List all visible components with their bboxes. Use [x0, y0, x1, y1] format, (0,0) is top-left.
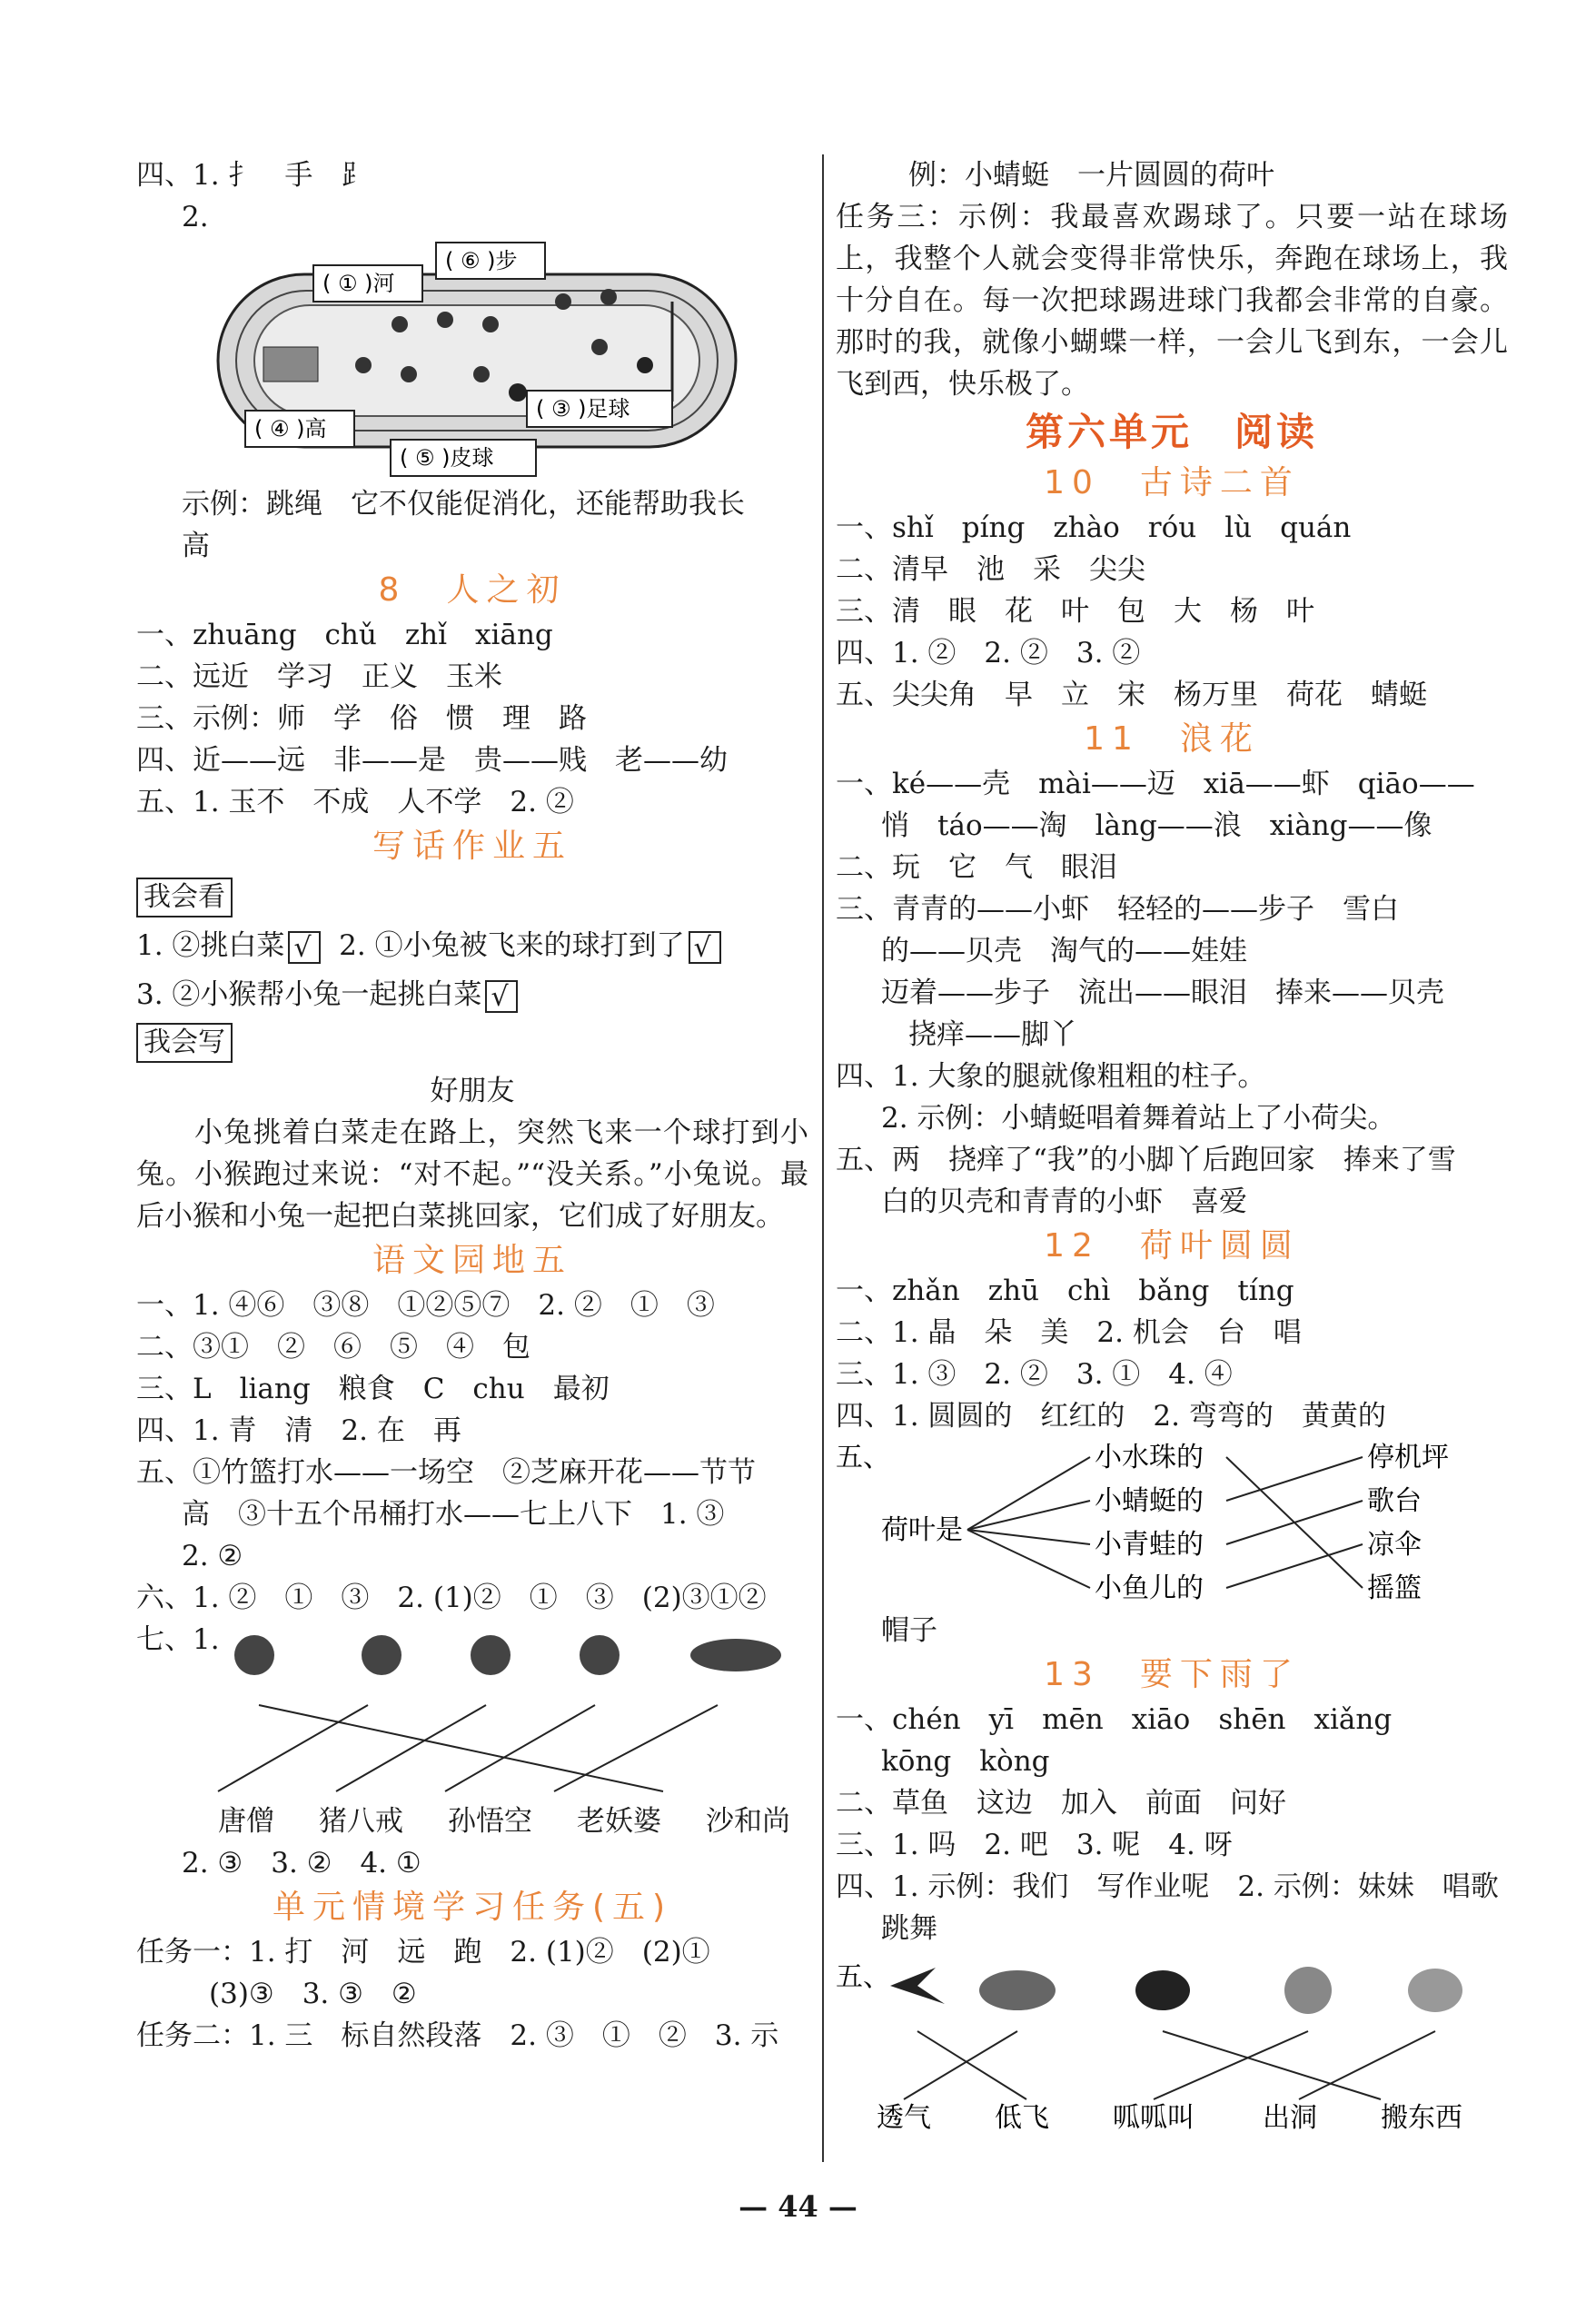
- l12-line: 四、1. 圆圆的 红红的 2. 弯弯的 黄黄的: [836, 1400, 1386, 1433]
- snail-icon: [1408, 1969, 1462, 2012]
- match-line: [1226, 1501, 1363, 1544]
- child-icon: [355, 357, 372, 373]
- l8-line: 四、近——远 非——是 贵——贱 老——幼: [136, 744, 728, 777]
- l13-5-label: 五、: [836, 1961, 890, 1993]
- label-step: ( ⑥ )步: [445, 248, 518, 273]
- animal-label-2: 低飞: [995, 2102, 1049, 2131]
- look-line-1: [136, 925, 808, 967]
- football-icon: [637, 357, 653, 373]
- l8-line: 五、1. 玉不 不成 人不学 2. ②: [136, 786, 574, 818]
- example-line-2: 高: [182, 530, 210, 562]
- name-zhubajie: 猪八戒: [319, 1805, 403, 1838]
- example-line-1: 示例：跳绳 它不仅能促消化，还能帮助我长: [182, 488, 745, 521]
- l11-5b: 白的贝壳和青青的小虾 喜爱: [881, 1185, 1247, 1218]
- swallow-icon: [890, 1968, 945, 2004]
- lesson-11-title: 11 浪花: [1084, 720, 1260, 758]
- g5-seven: 七、1.: [136, 1623, 220, 1656]
- lotus-svg: [836, 1437, 1508, 1610]
- l11-2: 二、玩 它 气 眼泪: [836, 851, 1117, 884]
- page-number-value: 44: [778, 2189, 818, 2224]
- answer-s4-q1: 四、1. 扌 手 ⻊: [136, 159, 370, 192]
- example-top: 例：小蜻蜓 一片圆圆的荷叶: [908, 159, 1274, 192]
- label-river: ( ① )河: [322, 271, 395, 296]
- name-shaheshang: 沙和尚: [706, 1805, 790, 1838]
- ball-icon: [509, 383, 527, 402]
- lotus-right-2: 歌台: [1367, 1485, 1422, 1517]
- look-line-2: [136, 974, 808, 1016]
- match-line: [218, 1705, 368, 1791]
- l11-5a: 五、两 挠痒了“我”的小脚丫后跑回家 捧来了雪: [836, 1144, 1456, 1176]
- lotus-left-1: 小水珠的: [1095, 1442, 1204, 1473]
- lesson-12-title: 12 荷叶圆圆: [1044, 1227, 1300, 1265]
- l13-4b: 跳舞: [881, 1912, 937, 1945]
- sports-track-illustration: [136, 238, 808, 483]
- l8-line: 三、示例：师 学 俗 惯 理 路: [136, 702, 587, 735]
- look-2: 3. ②小猴帮小兔一起挑白菜: [136, 978, 482, 1011]
- journey-svg: [136, 1619, 808, 1800]
- lotus-left-4: 小鱼儿的: [1095, 1572, 1204, 1604]
- rider-figure-icon: [362, 1635, 401, 1675]
- match-line: [1226, 1457, 1363, 1501]
- l11-4b: 2. 示例：小蜻蜓唱着舞着站上了小荷尖。: [881, 1102, 1396, 1135]
- check-icon: [689, 931, 721, 964]
- l8-line: 二、远近 学习 正义 玉米: [136, 660, 502, 693]
- journey-names: [136, 1800, 808, 1842]
- sandpit-icon: [263, 347, 318, 382]
- animal-label-1: 透气: [877, 2102, 931, 2131]
- monkey-figure-icon: [580, 1635, 620, 1675]
- l10-line: 三、清 眼 花 叶 包 大 杨 叶: [836, 595, 1314, 628]
- lotus-root: 荷叶是: [881, 1514, 963, 1546]
- ant-icon: [1135, 1970, 1190, 2010]
- g5-seven-tail: 2. ③ 3. ② 4. ①: [182, 1847, 421, 1880]
- unit-6-title: 第六单元 阅读: [1025, 410, 1318, 454]
- essay-title: 好朋友: [430, 1075, 515, 1107]
- l11-3a: 三、青青的——小虾 轻轻的——步子 雪白: [836, 893, 1399, 926]
- l11-1b: 悄 táo——淘 làng——浪 xiàng——像: [881, 809, 1432, 842]
- match-line: [554, 1705, 718, 1791]
- l10-line: 二、清早 池 采 尖尖: [836, 553, 1145, 586]
- match-line: [445, 1705, 595, 1791]
- animal-label-4: 出洞: [1263, 2102, 1317, 2131]
- l12-line: 二、1. 晶 朵 美 2. 机会 台 唱: [836, 1316, 1302, 1349]
- label-ball: ( ⑤ )皮球: [400, 445, 494, 471]
- l11-3c: 迈着——步子 流出——眼泪 捧来——贝壳: [881, 977, 1444, 1009]
- fan-line: [967, 1530, 1090, 1544]
- runner-icon: [555, 293, 571, 310]
- l13-2: 二、草鱼 这边 加入 前面 问好: [836, 1787, 1286, 1820]
- g5-cont-1: 高 ③十五个吊桶打水——七上八下 1. ③: [182, 1498, 725, 1531]
- g5-line: 四、1. 青 清 2. 在 再: [136, 1414, 461, 1447]
- child-icon: [482, 316, 499, 332]
- animal-label-3: 呱呱叫: [1113, 2102, 1195, 2131]
- pig-figure-icon: [471, 1635, 511, 1675]
- lesson-13-title: 13 要下雨了: [1044, 1656, 1300, 1693]
- child-icon: [401, 366, 417, 382]
- name-sunwukong: 孙悟空: [448, 1805, 532, 1838]
- lotus-right-1: 停机坪: [1367, 1442, 1449, 1473]
- l12-line: 一、zhǎn zhū chì bǎng tíng: [836, 1275, 1294, 1307]
- runner-icon: [600, 289, 617, 305]
- fan-line: [967, 1501, 1090, 1530]
- g5-line: 五、①竹篮打水——一场空 ②芝麻开花——节节: [136, 1456, 756, 1489]
- essay-text: 小兔挑着白菜走在路上，突然飞来一个球打到小兔。小猴跑过来说：“对不起。”“没关系。”小兔说。最后小猴和小兔一起把白菜挑回家，它们成了好朋友。: [136, 1116, 808, 1233]
- child-icon: [473, 366, 490, 382]
- writing-5-title: 写话作业五: [372, 828, 572, 865]
- check-icon: [288, 931, 321, 964]
- l10-line: 四、1. ② 2. ② 3. ②: [836, 637, 1141, 669]
- l13-1a: 一、chén yī mēn xiāo shēn xiǎng: [836, 1703, 1393, 1736]
- match-line: [259, 1705, 663, 1791]
- l11-4a: 四、1. 大象的腿就像粗粗的柱子。: [836, 1060, 1266, 1093]
- animal-svg: [836, 1949, 1508, 2131]
- lotus-matching: [836, 1437, 1508, 1610]
- l10-line: 五、尖尖角 早 立 宋 杨万里 荷花 蜻蜓: [836, 679, 1427, 711]
- animal-label-5: 搬东西: [1381, 2102, 1462, 2131]
- l8-line: 一、zhuāng chǔ zhǐ xiāng: [136, 619, 553, 651]
- left-column: [136, 154, 808, 2057]
- lesson-8-title: 8 人之初: [378, 571, 567, 609]
- g5-six: 六、1. ② ① ③ 2. (1)② ① ③ (2)③①②: [136, 1582, 767, 1614]
- match-line: [904, 2031, 1017, 2099]
- name-laoyaopo: 老妖婆: [577, 1805, 661, 1838]
- match-line: [917, 2031, 1026, 2099]
- child-icon: [392, 316, 408, 332]
- look-1a: 1. ②挑白菜: [136, 929, 285, 962]
- answer-s4-q2: 2.: [182, 201, 209, 233]
- l12-5-label: 五、: [836, 1442, 890, 1473]
- column-divider: [822, 154, 824, 2162]
- g5-line: 三、L liang 粮食 C chu 最初: [136, 1373, 610, 1405]
- write-label: 我会写: [136, 1023, 233, 1063]
- l13-4a: 四、1. 示例：我们 写作业呢 2. 示例：妹妹 唱歌: [836, 1870, 1499, 1903]
- match-line: [1163, 2031, 1381, 2099]
- garden-5-title: 语文园地五: [372, 1242, 572, 1279]
- journey-matching: [136, 1619, 808, 1800]
- l12-hat: 帽子: [881, 1614, 937, 1647]
- check-icon: [485, 980, 518, 1013]
- lotus-right-3: 凉伞: [1367, 1529, 1422, 1561]
- task-2: 任务二：1. 三 标自然段落 2. ③ ① ② 3. 示: [136, 2019, 779, 2052]
- g5-cont-2: 2. ②: [182, 1540, 243, 1572]
- lotus-right-4: 摇篮: [1367, 1572, 1422, 1604]
- l11-3d: 挠痒——脚丫: [908, 1018, 1077, 1051]
- right-column: [836, 154, 1508, 2131]
- lesson-10-title: 10 古诗二首: [1044, 464, 1300, 501]
- fan-line: [967, 1457, 1090, 1530]
- child-icon: [437, 312, 453, 328]
- match-line: [1226, 1544, 1363, 1588]
- l13-1b: kōng kòng: [881, 1745, 1050, 1778]
- task-5-title: 单元情境学习任务(五): [272, 1889, 673, 1926]
- journey-figures: [234, 1635, 781, 1675]
- fish-icon: [979, 1970, 1056, 2010]
- label-high: ( ④ )高: [254, 416, 327, 441]
- frog-icon: [1284, 1967, 1332, 2014]
- l13-3: 三、1. 吗 2. 吧 3. 呢 4. 呀: [836, 1829, 1233, 1861]
- label-football: ( ③ )足球: [536, 396, 630, 422]
- task-1b: (3)③ 3. ③ ②: [209, 1978, 417, 2010]
- lotus-left-2: 小蜻蜓的: [1095, 1485, 1204, 1517]
- lotus-left-3: 小青蛙的: [1095, 1529, 1204, 1561]
- l10-line: 一、shǐ píng zhào róu lù quán: [836, 511, 1352, 544]
- track-svg: [136, 238, 808, 483]
- match-line: [1299, 2031, 1435, 2099]
- g5-line: 二、③① ② ⑥ ⑤ ④ 包: [136, 1331, 530, 1364]
- child-icon: [591, 339, 608, 355]
- g5-line: 一、1. ④⑥ ③⑧ ①②⑤⑦ 2. ② ① ③: [136, 1289, 715, 1322]
- animal-matching: [836, 1949, 1508, 2131]
- look-label: 我会看: [136, 878, 233, 917]
- l11-1a: 一、ké——壳 mài——迈 xiā——虾 qiāo——: [836, 768, 1475, 800]
- look-1b: 2. ①小兔被飞来的球打到了: [339, 929, 685, 962]
- page-number: — 44 —: [739, 2189, 857, 2224]
- fan-line: [967, 1530, 1090, 1588]
- task-1a: 任务一：1. 打 河 远 跑 2. (1)② (2)①: [136, 1936, 710, 1969]
- cloud-figure-icon: [690, 1639, 781, 1671]
- match-line: [1154, 2031, 1308, 2099]
- l11-3b: 的——贝壳 淘气的——娃娃: [881, 935, 1247, 967]
- l12-line: 三、1. ③ 2. ② 3. ① 4. ④: [836, 1358, 1233, 1391]
- task-3-text: 任务三：示例：我最喜欢踢球了。只要一站在球场上，我整个人就会变得非常快乐，奔跑在球场上，我十分自在。每一次把球踢进球门我都会非常的自豪。那时的我，就像小蝴蝶一样，一会儿飞到东，一会儿飞到西，快乐极了。: [836, 201, 1508, 401]
- name-tangseng: 唐僧: [218, 1805, 274, 1838]
- monk-figure-icon: [234, 1635, 274, 1675]
